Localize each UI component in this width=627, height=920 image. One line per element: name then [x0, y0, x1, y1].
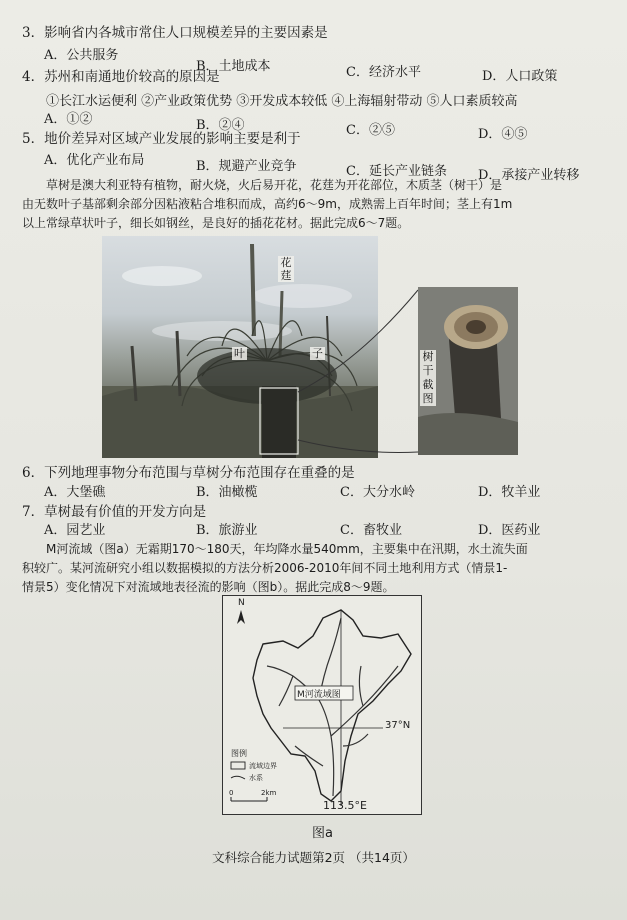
q3-option-a: A．公共服务 [44, 48, 119, 63]
q7-stem: 7．草树最有价值的开发方向是 [22, 504, 207, 520]
m-river-basin-map [222, 595, 422, 815]
passage-line: 以上常绿草状叶子，细长如钢丝，是良好的插花花材。据此完成6～7题。 [22, 216, 410, 230]
q7-option-b: B．旅游业 [196, 523, 258, 538]
q3-option-c: C．经济水平 [346, 65, 421, 80]
q4-option-c: C．②⑤ [346, 123, 395, 138]
q3-option-d: D．人口政策 [482, 69, 558, 84]
q5-option-c: C．延长产业链条 [346, 164, 447, 179]
label-leaf-right: 子 [312, 347, 323, 360]
passage-line: 积较广。某河流研究小组以数据模拟的方法分析2006-2010年间不同土地利用方式（情景1- [22, 561, 508, 575]
scale-distance: 2km [261, 789, 277, 797]
q3-stem: 3．影响省内各城市常住人口规模差异的主要因素是 [22, 25, 328, 41]
latitude-label: 37°N [385, 720, 411, 731]
legend-boundary-label: 流域边界 [249, 762, 277, 770]
q4-option-d: D．④⑤ [478, 127, 528, 142]
q6-option-a: A．大堡礁 [44, 485, 106, 500]
q7-option-a: A．园艺业 [44, 523, 106, 538]
label-trunk-section: 树干截图 [420, 350, 436, 406]
north-arrow-icon [237, 610, 245, 624]
passage-line: M河流域（图a）无霜期170～180天，年均降水量540mm，主要集中在汛期，水土流失面 [46, 542, 528, 556]
passage-m-river [22, 540, 608, 597]
q4-factors: ①长江水运便利 ②产业政策优势 ③开发成本较低 ④上海辐射带动 ⑤人口素质较高 [46, 94, 518, 109]
passage-grasstree [22, 176, 608, 233]
q5-option-a: A．优化产业布局 [44, 153, 145, 168]
legend-water-label: 水系 [249, 774, 263, 782]
scale-zero: 0 [229, 789, 234, 797]
legend-title: 图例 [231, 749, 247, 758]
q7-option-c: C．畜牧业 [340, 523, 402, 538]
zoom-connector [290, 280, 430, 460]
q6-option-d: D．牧羊业 [478, 485, 541, 500]
q3-option-b: B．土地成本 [196, 59, 271, 74]
q6-option-c: C．大分水岭 [340, 485, 415, 500]
q6-option-b: B．油橄榄 [196, 485, 258, 500]
north-label: N [238, 598, 245, 608]
passage-line: 由无数叶子基部剩余部分因粘液粘合堆积而成，高约6～9m，成熟需上百年时间；茎上有1m [22, 197, 513, 211]
label-flower-spike: 花莛 [278, 256, 294, 282]
q4-option-b: B．②④ [196, 118, 245, 133]
q5-stem: 5．地价差异对区域产业发展的影响主要是利于 [22, 131, 301, 147]
label-leaf-left: 叶 [234, 347, 245, 360]
passage-line: 草树是澳大利亚特有植物，耐火烧，火后易开花，花莛为开花部位，木质茎（树干）是 [46, 178, 503, 192]
q4-stem: 4．苏州和南通地价较高的原因是 [22, 69, 220, 85]
page-footer: 文科综合能力试题第2页 （共14页） [212, 850, 415, 865]
q4-option-a: A．①② [44, 112, 93, 127]
longitude-label: 113.5°E [323, 799, 367, 812]
q5-option-d: D．承接产业转移 [478, 168, 580, 183]
passage-line: 情景5）变化情况下对流域地表径流的影响（图b）。据此完成8～9题。 [22, 580, 395, 594]
q5-option-b: B．规避产业竞争 [196, 159, 297, 174]
figure-a-caption: 图a [312, 826, 333, 841]
q6-stem: 6．下列地理事物分布范围与草树分布范围存在重叠的是 [22, 465, 355, 481]
q7-option-d: D．医药业 [478, 523, 541, 538]
map-title: M河流域图 [297, 690, 341, 700]
